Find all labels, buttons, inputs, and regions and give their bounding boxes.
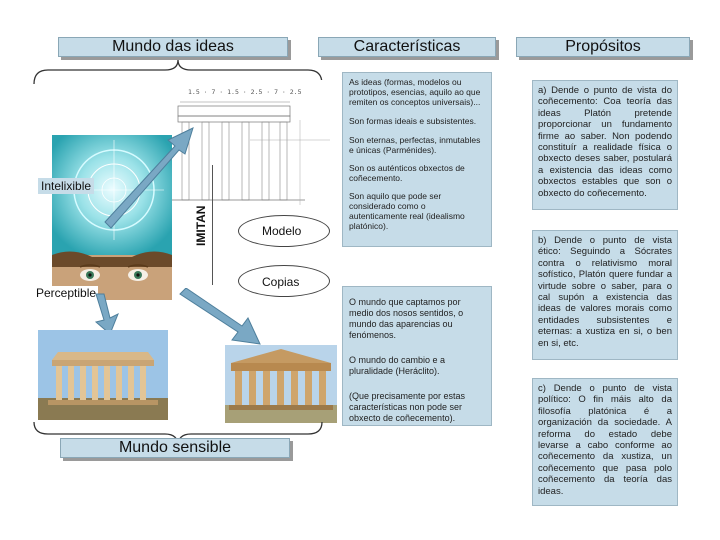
modelo-label: Modelo <box>262 224 302 238</box>
header-mundo-das-ideas-label: Mundo das ideas <box>112 38 234 55</box>
characteristic-1: As ideas (formas, modelos ou prototipos, esencias, aquilo ao que remiten os conceptos universais)... <box>349 77 481 107</box>
column-ratios-text: 1.5 · 7 · 1.5 · 2.5 · 7 · 2.5 <box>188 88 302 96</box>
characteristic-8: (Que precisamente por estas características non pode ser obxecto de coñecemento). <box>349 391 466 423</box>
arrow-down-right <box>176 288 266 348</box>
characteristic-7: O mundo do cambio e a pluralidade (Heráclito). <box>349 355 446 376</box>
purpose-knowledge-panel <box>532 80 678 210</box>
characteristic-5: Son aquilo que pode ser considerado como o autenticamente real (idealismo platónico). <box>349 191 465 231</box>
purpose-ethics-panel <box>532 230 678 360</box>
header-propositos-label: Propósitos <box>565 38 641 55</box>
characteristics-ideas-panel <box>342 72 492 247</box>
imitan-label <box>194 205 214 246</box>
purpose-c-text: c) Dende o punto de vista político: O fin máis alto da filosofía platónica é a organización da sociedade. A reforma do estado debe levarse a cabo conforme ao coñecemento da xustiza, un coñecemento que pasa polo coñecemento da teoría das ideas. <box>538 383 672 497</box>
header-mundo-sensible-label: Mundo sensible <box>118 439 232 456</box>
characteristics-sensible-panel <box>342 286 492 426</box>
perceptible-label: Perceptible <box>36 286 97 300</box>
imitan-text: IMITAN <box>194 205 208 246</box>
header-mundo-das-ideas <box>58 37 288 57</box>
characteristic-2: Son formas ideais e subsistentes. <box>349 116 477 126</box>
characteristic-6: O mundo que captamos por medio dos nosos sentidos, o mundo das aparencias ou fenómenos. <box>349 297 464 340</box>
characteristic-4: Son os auténticos obxectos de coñecemento. <box>349 163 465 183</box>
purpose-b-text: b) Dende o punto de vista ético: Seguindo a Sócrates contra o relativismo moral sofístico, Platón quere fundar a virtude sobre o saber, para o cal supón a existencia das ideas de valores morais como entidades subsistentes e eternas: a xustiza en si, o ben en si, etc. <box>538 235 672 349</box>
characteristic-3: Son eternas, perfectas, inmutables e únicas (Parménides). <box>349 135 481 155</box>
header-caracteristicas <box>318 37 496 57</box>
arrow-up-to-ideas <box>95 122 205 232</box>
intelixible-label: Intelixible <box>38 178 94 194</box>
copias-label: Copias <box>262 275 300 289</box>
header-mundo-sensible <box>60 438 290 458</box>
temple-photo-image <box>225 345 337 423</box>
parthenon-image <box>38 330 168 420</box>
purpose-a-text: a) Dende o punto de vista do coñecemento: Coa teoría das ideas Platón pretende proporcionar un fundamento firme ao saber. Non podendo constituír a realidade física o obxecto deses saber, postulará a existencia das ideas como obxectos estables que son o obxecto do coñecemento. <box>538 85 672 199</box>
header-propositos <box>516 37 690 57</box>
purpose-politics-panel <box>532 378 678 506</box>
header-caracteristicas-label: Características <box>353 38 461 55</box>
